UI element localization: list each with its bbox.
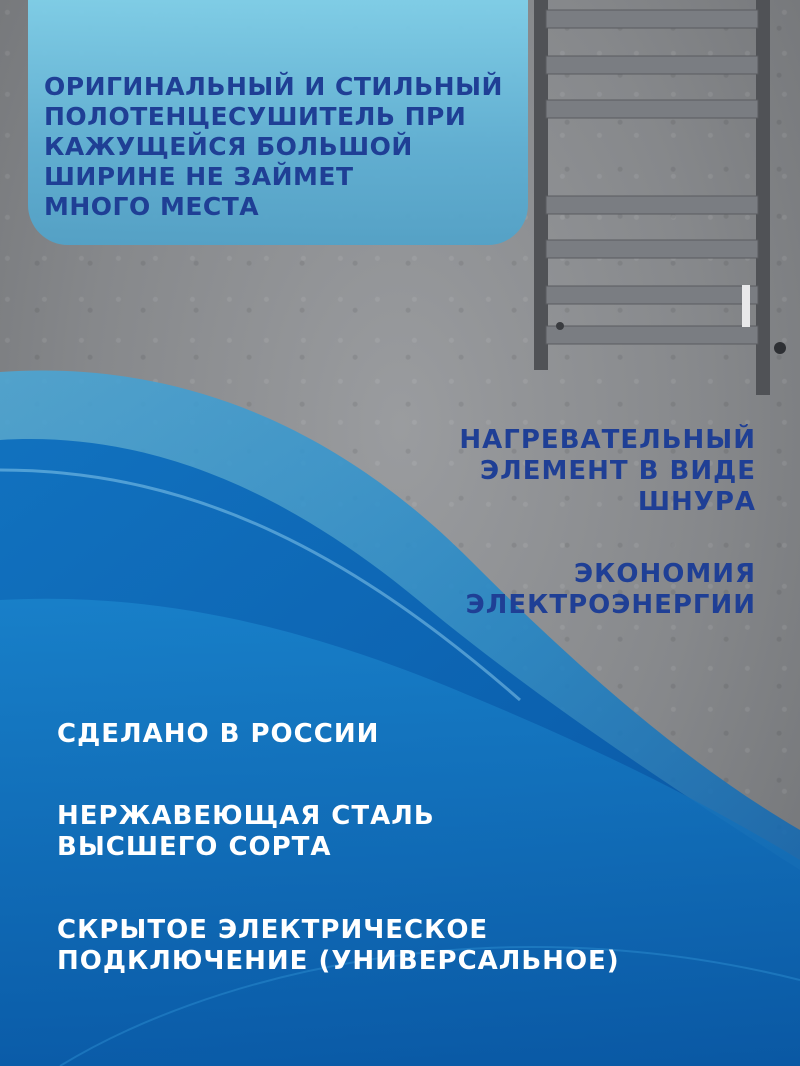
headline xyxy=(44,72,524,222)
feature-line: НЕРЖАВЕЮЩАЯ СТАЛЬ xyxy=(57,801,435,831)
headline-line: ШИРИНЕ НЕ ЗАЙМЕТ xyxy=(44,162,354,191)
feature-line: НАГРЕВАТЕЛЬНЫЙ xyxy=(459,425,756,455)
towel-rail-icon xyxy=(520,0,800,410)
feature-heating-element xyxy=(459,425,756,518)
feature-energy-saving xyxy=(466,559,756,621)
feature-line: ЭКОНОМИЯ xyxy=(574,559,756,589)
headline-line: ОРИГИНАЛЬНЫЙ И СТИЛЬНЫЙ xyxy=(44,72,503,101)
feature-line: ЭЛЕКТРОЭНЕРГИИ xyxy=(465,590,756,620)
headline-line: КАЖУЩЕЙСЯ БОЛЬШОЙ xyxy=(44,132,413,161)
feature-line: СКРЫТОЕ ЭЛЕКТРИЧЕСКОЕ xyxy=(57,915,489,945)
feature-hidden-connection xyxy=(57,915,620,977)
feature-stainless-steel xyxy=(57,801,435,863)
feature-made-in-russia xyxy=(57,719,379,750)
feature-line: ПОДКЛЮЧЕНИЕ (УНИВЕРСАЛЬНОЕ) xyxy=(57,946,620,976)
feature-line: ВЫСШЕГО СОРТА xyxy=(57,832,332,862)
feature-line: ШНУРА xyxy=(637,487,756,517)
headline-line: ПОЛОТЕНЦЕСУШИТЕЛЬ ПРИ xyxy=(44,102,467,131)
feature-line: СДЕЛАНО В РОССИИ xyxy=(57,719,380,749)
headline-line: МНОГО МЕСТА xyxy=(44,192,260,221)
feature-line: ЭЛЕМЕНТ В ВИДЕ xyxy=(480,456,756,486)
